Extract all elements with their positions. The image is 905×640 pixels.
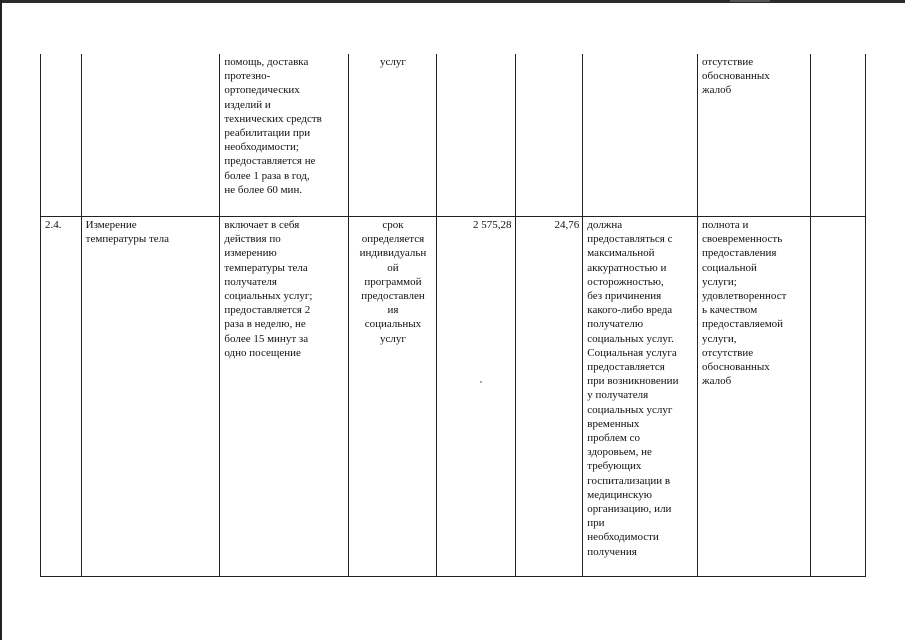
cell-tariff xyxy=(437,54,515,217)
cell-description: включает в себя действия по измерению температуры тела получателя социальных услуг; предоставляется 2 раза в неделю, не более 15 минут за одно посещение xyxy=(220,217,348,577)
cell-service-name: Измерение температуры тела xyxy=(81,217,220,577)
cell-conditions xyxy=(583,54,698,217)
cell-number xyxy=(41,54,82,217)
cell-quality: отсутствие обоснованных жалоб xyxy=(698,54,811,217)
table-row-continuation xyxy=(41,54,866,217)
scan-speck xyxy=(480,381,482,383)
cell-description: помощь, доставка протезно- ортопедических изделий и технических средств реабилитации при необходимости; предоставляется не более 1 раза в год, не более 60 мин. xyxy=(220,54,348,217)
cell-service-name xyxy=(81,54,220,217)
scan-left-edge xyxy=(0,0,2,640)
cell-norm xyxy=(515,54,583,217)
cell-extra xyxy=(810,54,865,217)
scan-top-mark xyxy=(730,0,770,2)
cell-norm: 24,76 xyxy=(515,217,583,577)
cell-extra xyxy=(810,217,865,577)
cell-conditions: должна предоставляться с максимальной аккуратностью и осторожностью, без причинения какого-либо вреда получателю социальных услуг. Социальная услуга предоставляется при возникновении у получателя социальных услуг временных проблем со здоровьем, не требующих госпитализации в медицинскую организацию, или при необходимости получения xyxy=(583,217,698,577)
cell-tariff: 2 575,28 xyxy=(437,217,515,577)
cell-number: 2.4. xyxy=(41,217,82,577)
table-row-2-4 xyxy=(41,217,866,577)
cell-term: срок определяется индивидуальн ой программой предоставлен ия социальных услуг xyxy=(348,217,437,577)
cell-term: услуг xyxy=(348,54,437,217)
services-table xyxy=(40,54,866,577)
cell-quality: полнота и своевременность предоставления социальной услуги; удовлетворенност ь качеством предоставляемой услуги, отсутствие обоснованных жалоб xyxy=(698,217,811,577)
